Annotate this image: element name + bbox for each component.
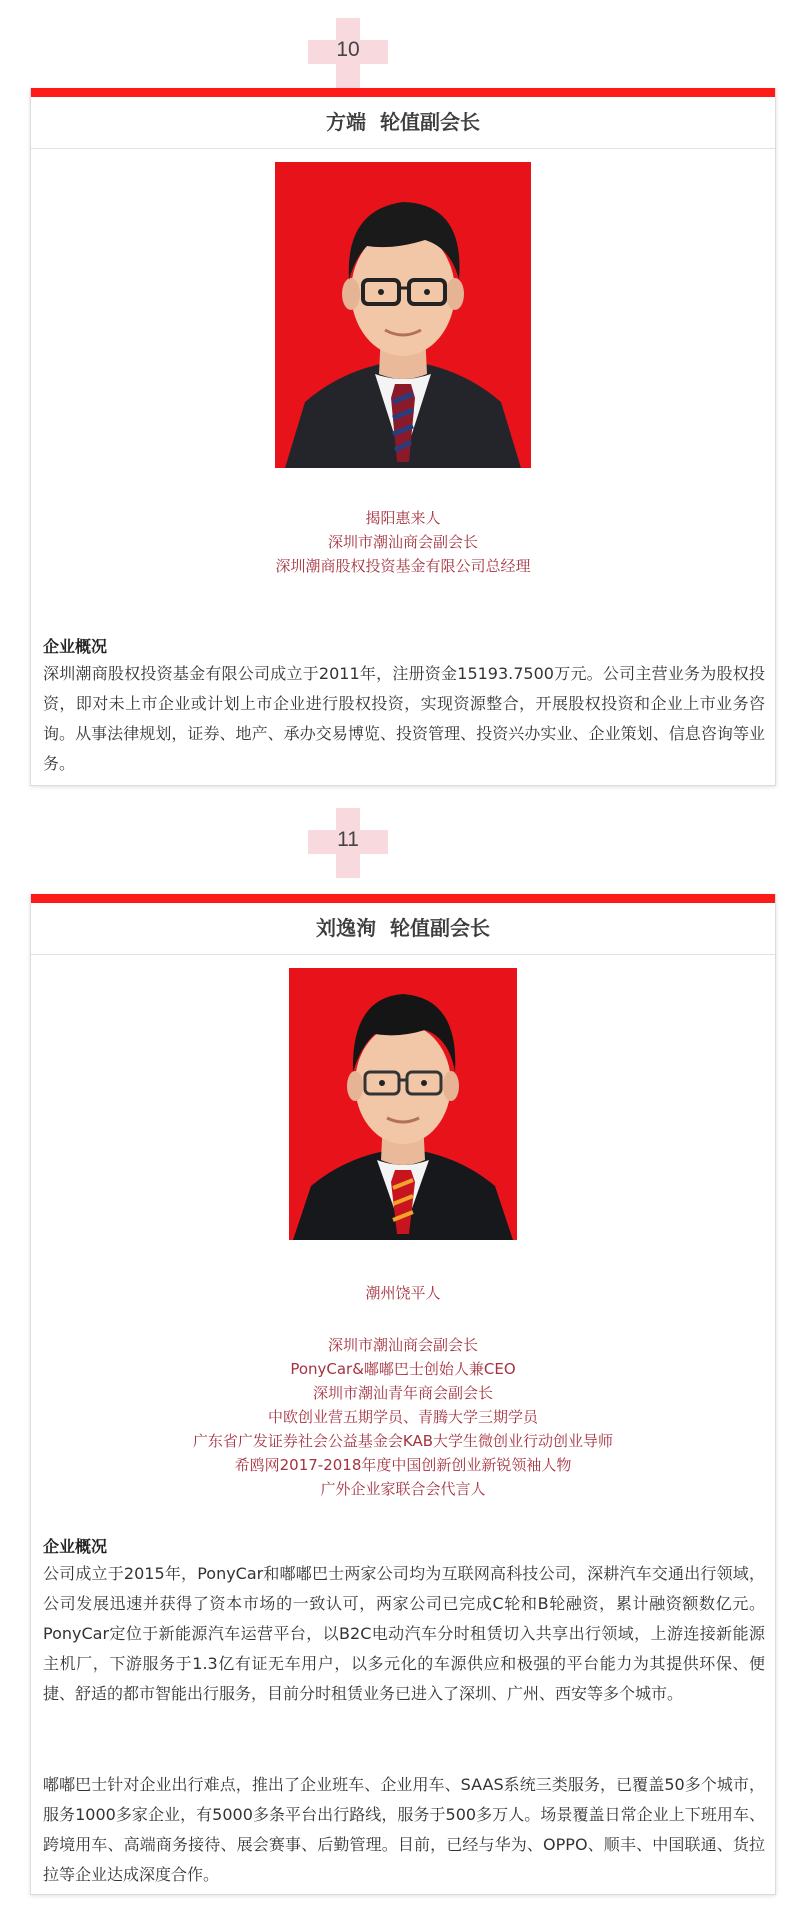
company-overview: 嘟嘟巴士针对企业出行难点，推出了企业班车、企业用车、SAAS系统三类服务，已覆盖50多个城市，服务1000多家企业，有5000多条平台出行路线，服务于500多万人。场景覆盖日常企业上下班用车、跨境用车、高端商务接待、展会赛事、后勤管理。目前，已经与华为、OPPO、顺丰、中国联通、货拉拉等企业达成深度合作。 bbox=[43, 1775, 765, 1884]
credential-line bbox=[31, 1305, 775, 1333]
card-title: 方端 轮值副会长 bbox=[31, 97, 775, 149]
credential-line: 深圳市潮汕商会副会长 bbox=[327, 1336, 478, 1354]
portrait-photo bbox=[289, 968, 517, 1240]
person-portrait-icon bbox=[289, 968, 517, 1240]
number-badge bbox=[308, 18, 388, 88]
credential-line: 深圳市潮汕青年商会副会长 bbox=[312, 1384, 493, 1402]
credentials-list bbox=[31, 1281, 775, 1501]
number-badge bbox=[308, 808, 388, 878]
section-title: 企业概况 bbox=[43, 1537, 108, 1556]
section-title: 企业概况 bbox=[43, 637, 108, 656]
credentials-list bbox=[31, 506, 775, 578]
card-top-bar bbox=[31, 894, 775, 903]
badge-number: 10 bbox=[336, 38, 360, 61]
credential-line: 潮州饶平人 bbox=[365, 1284, 441, 1302]
company-overview: 公司成立于2015年，PonyCar和嘟嘟巴士两家公司均为互联网高科技公司，深耕汽车交通出行领域，公司发展迅速并获得了资本市场的一致认可，两家公司已完成C轮和B轮融资，累计融资额数亿元。PonyCar定位于新能源汽车运营平台，以B2C电动汽车分时租赁切入共享出行领域，上游连接新能源主机厂，下游服务于1.3亿有证无车用户，以多元化的车源供应和极强的平台能力为其提供环保、便捷、舒适的都市智能出行服务，目前分时租赁业务已进入了深圳、广州、西安等多个城市。 bbox=[43, 1564, 765, 1703]
card-top-bar bbox=[31, 88, 775, 97]
person-portrait-icon bbox=[275, 162, 531, 468]
credential-line: 中欧创业营五期学员、青腾大学三期学员 bbox=[267, 1408, 538, 1426]
portrait-photo bbox=[275, 162, 531, 468]
credential-line: 广东省广发证券社会公益基金会KAB大学生微创业行动创业导师 bbox=[192, 1432, 614, 1450]
credential-line: PonyCar&嘟嘟巴士创始人兼CEO bbox=[290, 1360, 516, 1378]
credential-line: 广外企业家联合会代言人 bbox=[320, 1480, 486, 1498]
badge-number: 11 bbox=[337, 828, 359, 851]
credential-line: 深圳市潮汕商会副会长 bbox=[327, 533, 478, 551]
profile-card bbox=[30, 894, 776, 1895]
credential-line: 深圳潮商股权投资基金有限公司总经理 bbox=[275, 557, 531, 575]
credential-line: 揭阳惠来人 bbox=[365, 509, 441, 527]
company-overview: 深圳潮商股权投资基金有限公司成立于2011年，注册资金15193.7500万元。公司主营业务为股权投资，即对未上市企业或计划上市企业进行股权投资，实现资源整合，开展股权投资和企业上市业务咨询。从事法律规划，证券、地产、承办交易博览、投资管理、投资兴办实业、企业策划、信息咨询等业务。 bbox=[43, 664, 765, 773]
credential-line: 希鸥网2017-2018年度中国创新创业新锐领袖人物 bbox=[234, 1456, 572, 1474]
card-title: 刘逸洵 轮值副会长 bbox=[31, 903, 775, 955]
profile-card bbox=[30, 88, 776, 786]
